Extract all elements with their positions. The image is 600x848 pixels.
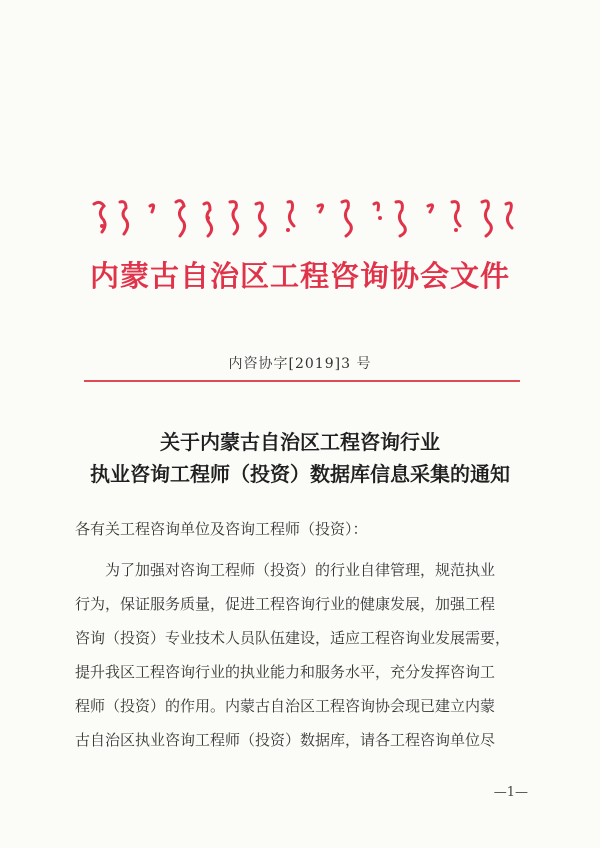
- issuing-organization-title: 内蒙古自治区工程咨询协会文件: [89, 259, 510, 293]
- body-line: 提升我区工程咨询行业的执业能力和服务水平，充分发挥咨询工: [75, 663, 496, 681]
- body-line: 咨询（投资）专业技术人员队伍建设，适应工程咨询业发展需要，: [75, 629, 511, 647]
- body-line: 古自治区执业咨询工程师（投资）数据库，请各工程咨询单位尽: [75, 731, 496, 749]
- body-line: 为了加强对咨询工程师（投资）的行业自律管理，规范执业: [105, 561, 496, 579]
- red-divider-line: [84, 380, 520, 382]
- document-title-line-2: 执业咨询工程师（投资）数据库信息采集的通知: [90, 462, 510, 486]
- salutation: 各有关工程咨询单位及咨询工程师（投资）：: [75, 520, 368, 538]
- body-line: 行为，保证服务质量，促进工程咨询行业的健康发展，加强工程: [75, 595, 496, 613]
- body-line: 程师（投资）的作用。内蒙古自治区工程咨询协会现已建立内蒙: [75, 697, 496, 715]
- document-title-line-1: 关于内蒙古自治区工程咨询行业: [160, 430, 440, 454]
- document-number: 内咨协字[2019]3 号: [228, 356, 372, 372]
- page-number: —1—: [493, 785, 528, 800]
- mongolian-script-header: [80, 196, 520, 240]
